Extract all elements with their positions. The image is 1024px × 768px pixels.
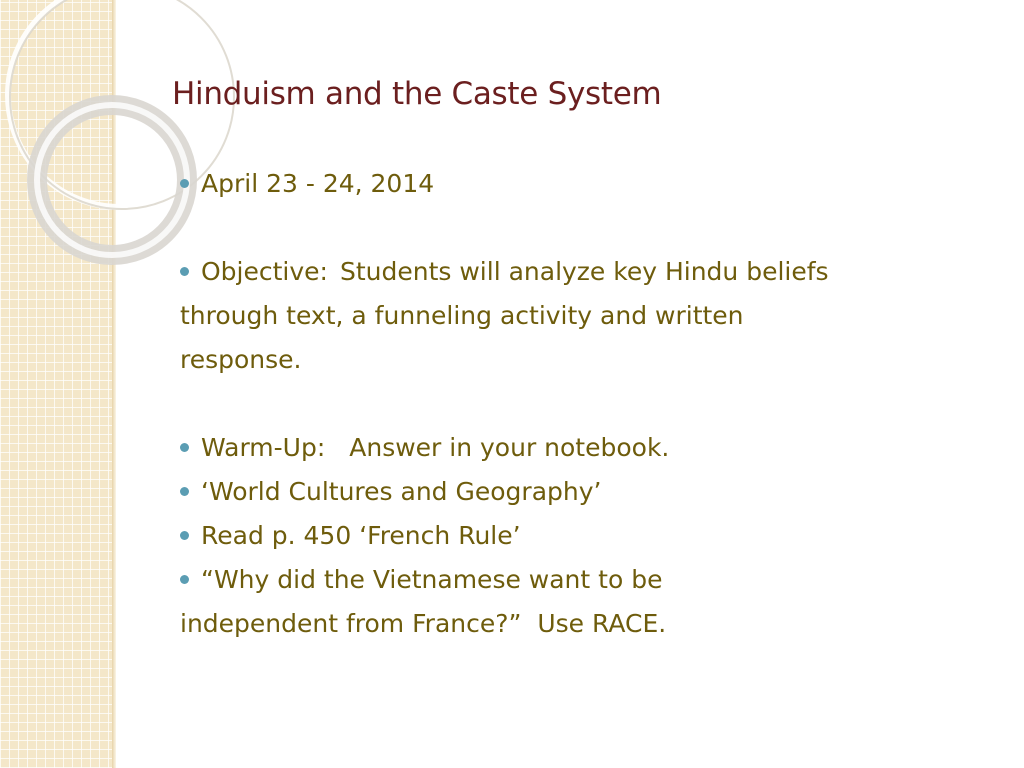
warmup-item (180, 426, 1000, 470)
question-item (180, 558, 1000, 602)
book-item (180, 470, 1000, 514)
objective-text-line1: Students will analyze key Hindu beliefs (339, 257, 829, 286)
blank-line (180, 206, 1000, 250)
bullet-dot (180, 179, 189, 188)
warmup-text: Answer in your notebook. (349, 433, 670, 462)
objective-continuation (180, 338, 1000, 382)
bullet-dot (180, 487, 189, 496)
question-text-line1: “Why did the Vietnamese want to be (201, 565, 663, 594)
objective-text-line3: response. (180, 345, 302, 374)
bullet-dot (180, 531, 189, 540)
question-text-line2: independent from France?” Use RACE. (180, 609, 667, 638)
question-continuation (180, 602, 1000, 646)
bullet-dot (180, 443, 189, 452)
warmup-label: Warm-Up: (201, 433, 326, 462)
date-text: April 23 - 24, 2014 (201, 169, 435, 198)
bullet-dot (180, 267, 189, 276)
slide-body (180, 162, 1000, 646)
date-item (180, 162, 1000, 206)
small-ring-highlight (37, 105, 187, 255)
slide-title: Hinduism and the Caste System (172, 76, 662, 112)
reading-item (180, 514, 1000, 558)
objective-text-line2: through text, a funneling activity and written (180, 301, 744, 330)
objective-item (180, 250, 1000, 294)
objective-label: Objective: (201, 257, 328, 286)
reading-text: Read p. 450 ‘French Rule’ (201, 521, 521, 550)
blank-line (180, 382, 1000, 426)
bullet-dot (180, 575, 189, 584)
objective-continuation (180, 294, 1000, 338)
book-text: ‘World Cultures and Geography’ (201, 477, 602, 506)
